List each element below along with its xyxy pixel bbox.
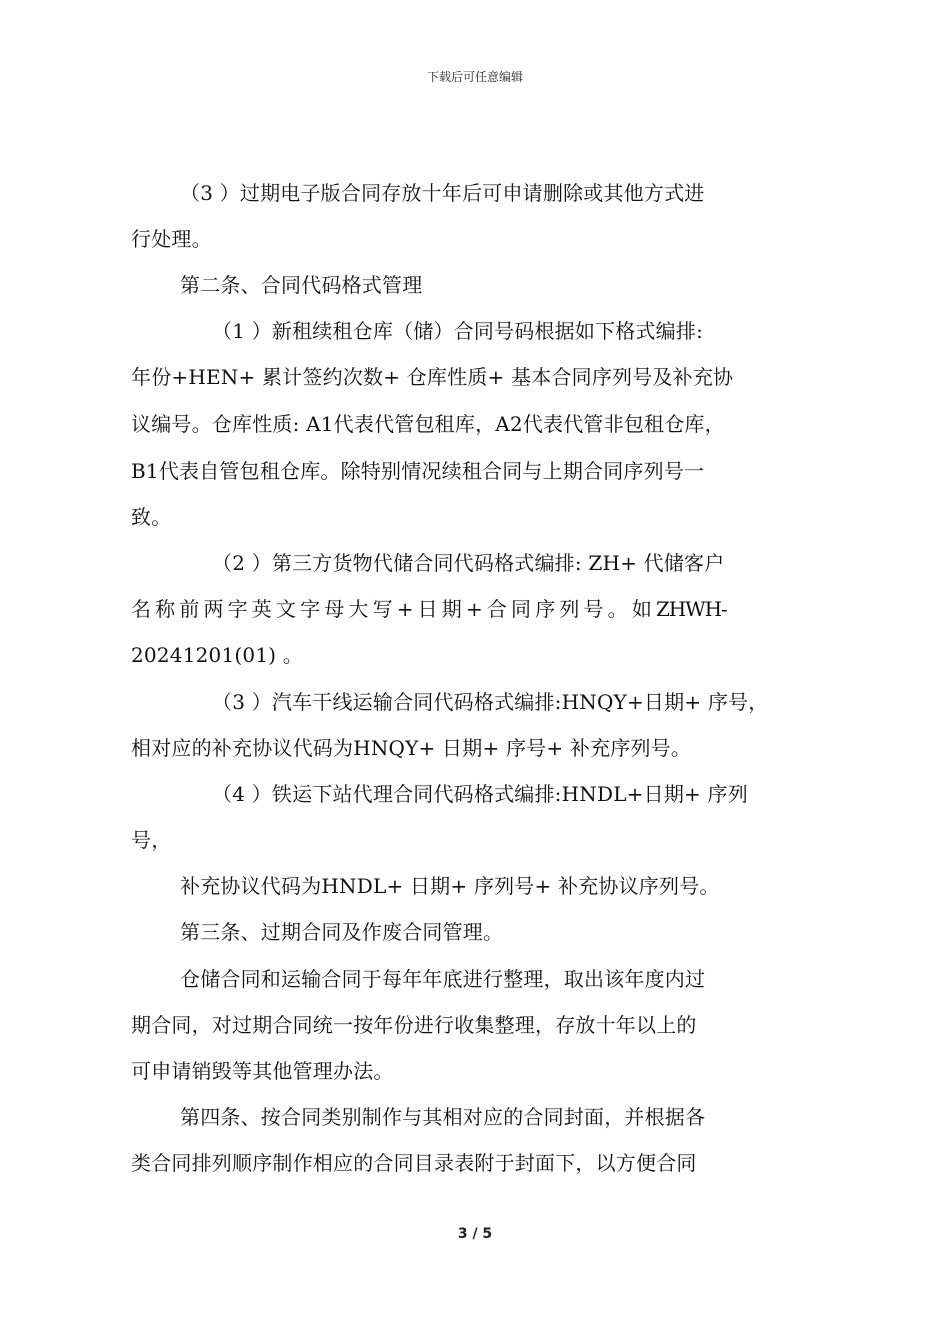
section-heading: 第三条、过期合同及作废合同管理。	[180, 920, 504, 944]
text-line: 相对应的补充协议代码为HNQY+ 日期+ 序号+ 补充序列号。	[131, 736, 692, 760]
page-number: 3 / 5	[457, 1226, 493, 1242]
text-line: 类合同排列顺序制作相应的合同目录表附于封面下，以方便合同	[131, 1151, 697, 1175]
text-line: 议编号。仓库性质: A1代表代管包租库，A2代表代管非包租仓库，	[131, 412, 725, 436]
text-line: 期合同，对过期合同统一按年份进行收集整理，存放十年以上的	[131, 1013, 697, 1037]
text-line: 可申请销毁等其他管理办法。	[131, 1059, 394, 1083]
text-line: （3 ）过期电子版合同存放十年后可申请删除或其他方式进	[180, 181, 705, 205]
text-line: 致。	[131, 505, 172, 529]
text-line: （1 ）新租续租仓库（储）合同号码根据如下格式编排:	[212, 319, 704, 343]
section-heading: 第四条、按合同类别制作与其相对应的合同封面，并根据各	[180, 1105, 706, 1129]
text-line: 仓储合同和运输合同于每年年底进行整理，取出该年度内过	[180, 967, 706, 991]
text-line: 补充协议代码为HNDL+ 日期+ 序列号+ 补充协议序列号。	[180, 874, 720, 898]
text-line: 号，	[131, 828, 172, 852]
text-line: 20241201(01) 。	[131, 643, 304, 667]
text-line: （3 ）汽车干线运输合同代码格式编排:HNQY+日期+ 序号，	[212, 690, 769, 714]
section-heading: 第二条、合同代码格式管理	[180, 273, 423, 297]
text-line: 名 称 前 两 字 英 文 字 母 大 写 + 日 期 + 合 同 序 列 号 。 如 ZHWH-	[131, 597, 727, 621]
text-line: 行处理。	[131, 227, 212, 251]
page-header: 下载后可任意编辑	[426, 70, 523, 84]
text-line: （4 ）铁运下站代理合同代码格式编排:HNDL+日期+ 序列	[212, 782, 748, 806]
text-line: B1代表自管包租仓库。除特别情况续租合同与上期合同序列号一	[131, 459, 705, 483]
text-line: 年份+HEN+ 累计签约次数+ 仓库性质+ 基本合同序列号及补充协	[131, 365, 734, 389]
text-line: （2 ）第三方货物代储合同代码格式编排: ZH+ 代储客户	[212, 551, 725, 575]
